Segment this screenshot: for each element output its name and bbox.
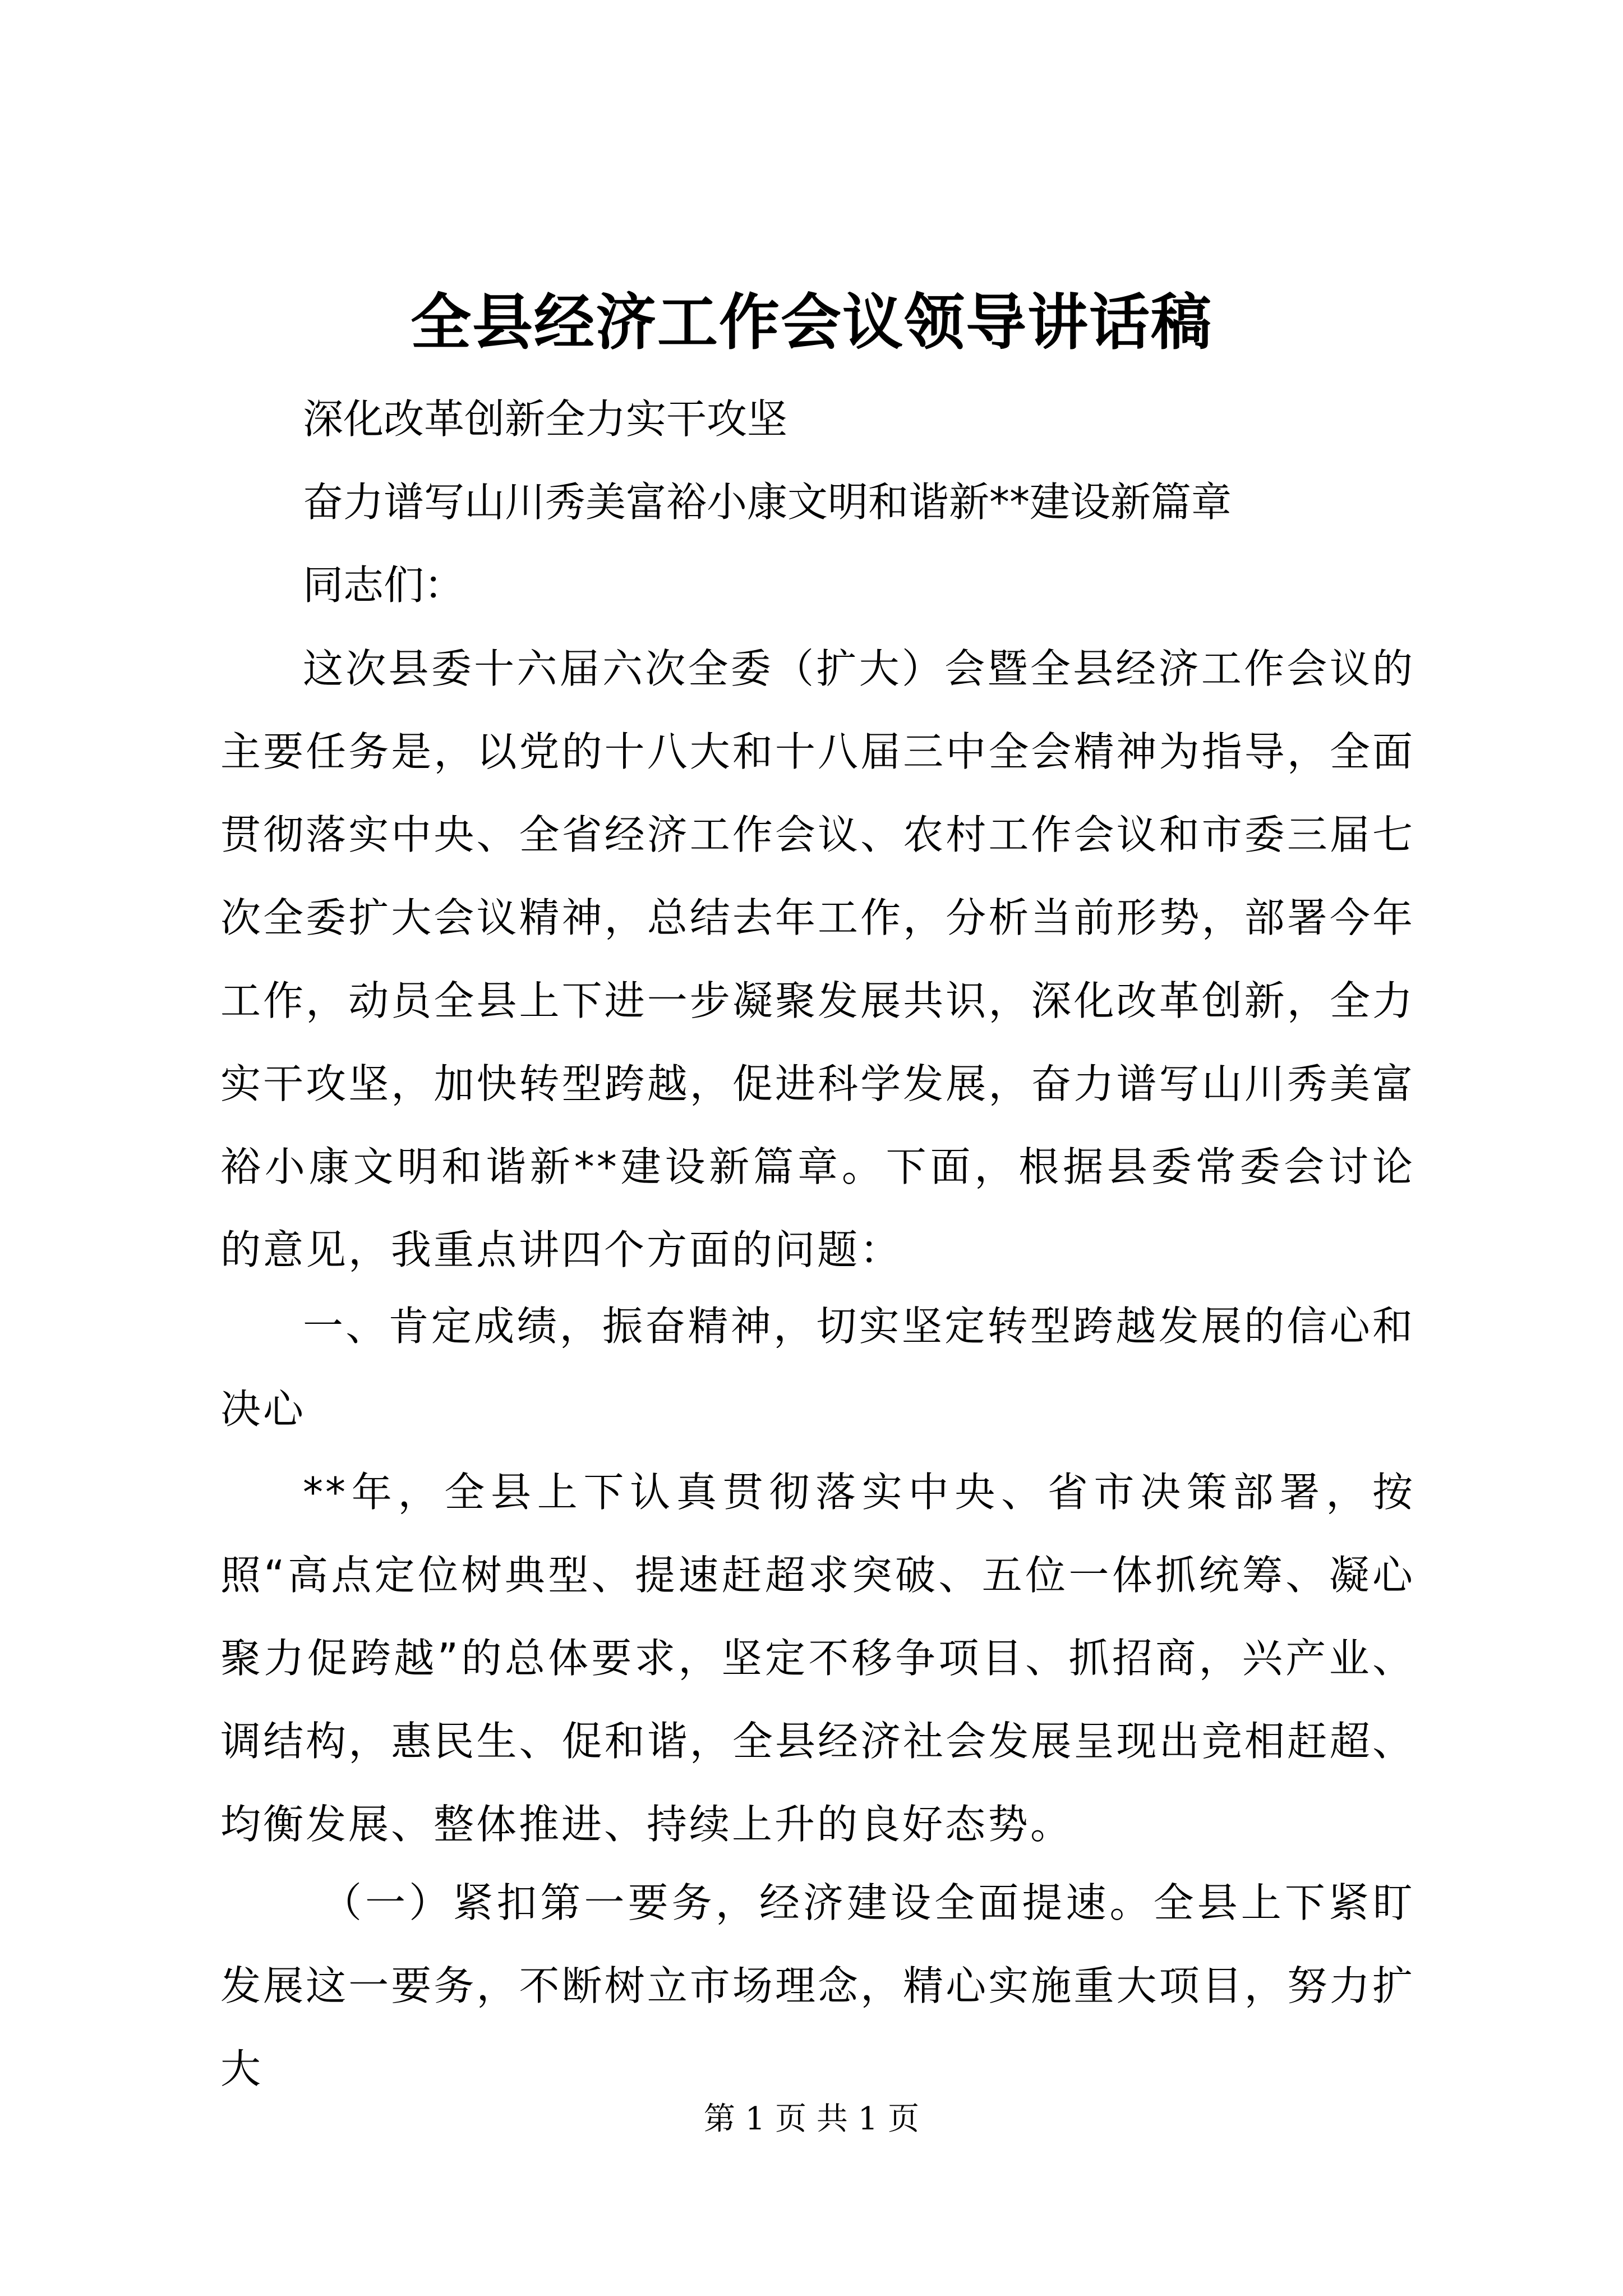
paragraph-intro: 这次县委十六届六次全委（扩大）会暨全县经济工作会议的主要任务是，以党的十八大和十八届三中全会精神为指导，全面贯彻落实中央、全省经济工作会议、农村工作会议和市委三届七次全委扩大会议精神，总结去年工作，分析当前形势，部署今年工作，动员全县上下进一步凝聚发展共识，深化改革创新，全力实干攻坚，加快转型跨越，促进科学发展，奋力谱写山川秀美富裕小康文明和谐新**建设新篇章。下面，根据县委常委会讨论的意见，我重点讲四个方面的问题：: [220, 645, 1415, 1273]
section-heading-1: 一、肯定成绩，振奋精神，切实坚定转型跨越发展的信心和决心: [220, 1303, 1415, 1433]
subtitle-line-2: 奋力谱写山川秀美富裕小康文明和谐新**建设新篇章: [303, 478, 1232, 526]
greeting: 同志们：: [303, 562, 465, 609]
page-number-footer: 第 1 页 共 1 页: [703, 2101, 920, 2137]
document-title: 全县经济工作会议领导讲话稿: [410, 287, 1212, 358]
paragraph-achievements: **年，全县上下认真贯彻落实中央、省市决策部署，按照“高点定位树典型、提速赶超求突破、五位一体抓统筹、凝心聚力促跨越”的总体要求，坚定不移争项目、抓招商，兴产业、调结构，惠民生、促和谐，全县经济社会发展呈现出竞相赶超、均衡发展、整体推进、持续上升的良好态势。: [220, 1469, 1415, 1848]
subtitle-line-1: 深化改革创新全力实干攻坚: [303, 395, 788, 443]
paragraph-subsection-1: （一）紧扣第一要务，经济建设全面提速。全县上下紧盯发展这一要务，不断树立市场理念，精心实施重大项目，努力扩大: [220, 1879, 1415, 2092]
